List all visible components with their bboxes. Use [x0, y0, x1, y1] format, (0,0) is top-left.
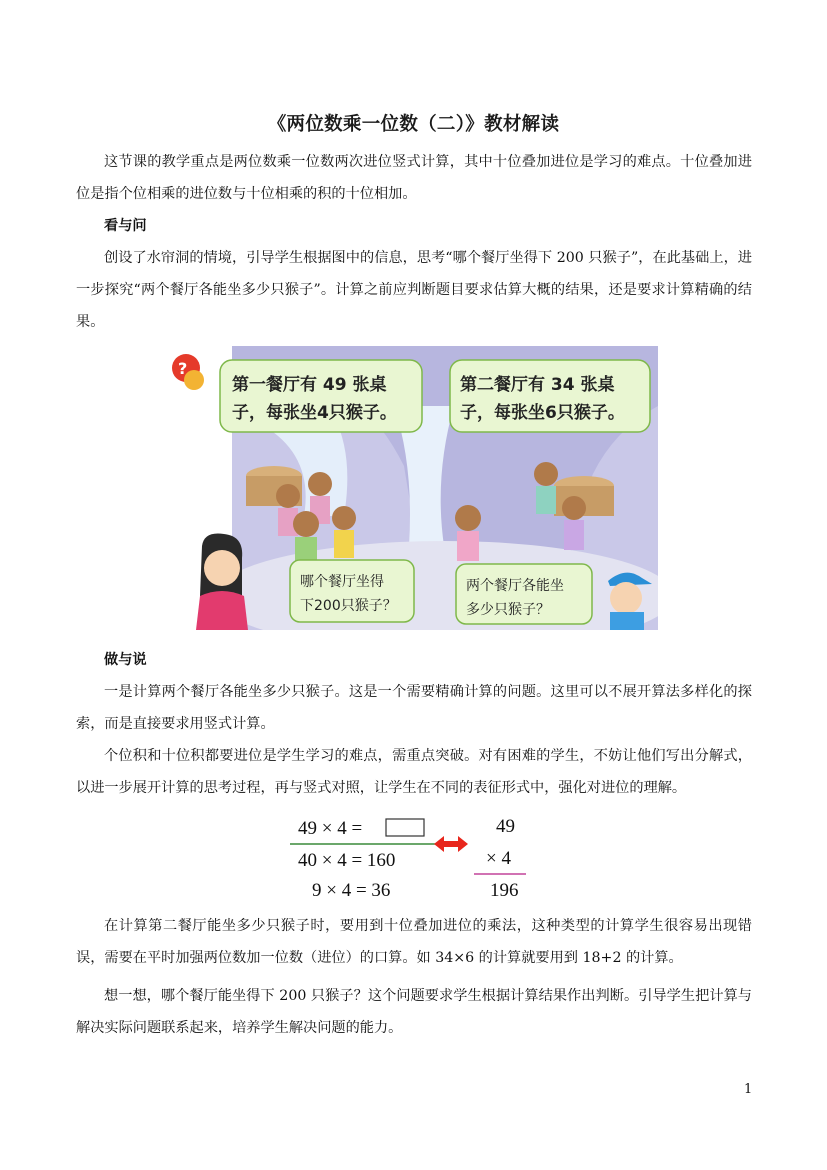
- speech-bubble-girl: [290, 560, 414, 622]
- speech-bubble-restaurant-2: [450, 360, 650, 432]
- vertical-multiplicand: 49: [496, 816, 515, 837]
- girl-character-icon: [196, 534, 248, 631]
- svg-text:?: ?: [178, 359, 188, 378]
- girl-bubble-line-2: 下200只猴子？: [300, 598, 397, 614]
- bubble-1-line-2: 子，每张坐4只猴子。: [232, 403, 397, 423]
- math-line-2: 40 × 4 = 160: [298, 850, 396, 871]
- speech-bubble-restaurant-1: [220, 360, 422, 432]
- math-line-3: 9 × 4 = 36: [312, 880, 391, 901]
- vertical-result: 196: [490, 880, 519, 901]
- multiplication-figure: [276, 812, 546, 906]
- girl-bubble-line-1: 哪个餐厅坐得: [300, 574, 384, 590]
- restaurant-illustration: [164, 346, 658, 630]
- do-say-paragraph-2: 个位积和十位积都要进位是学生学习的难点，需重点突破。对有困难的学生，不妨让他们写出分解式，以进一步展开计算的思考过程，再与竖式对照，让学生在不同的表征形式中，强化对进位的理解。: [76, 748, 752, 796]
- math-line-1: 49 × 4 =: [298, 818, 363, 839]
- section-heading-look-ask: 看与问: [104, 218, 147, 234]
- do-say-paragraph-4: 想一想，哪个餐厅能坐得下 200 只猴子？这个问题要求学生根据计算结果作出判断。引导学生把计算与解决实际问题联系起来，培养学生解决问题的能力。: [76, 988, 752, 1036]
- answer-box: [386, 819, 424, 836]
- bubble-2-line-1: 第二餐厅有 34 张桌: [460, 375, 615, 395]
- double-arrow-icon: [434, 836, 468, 852]
- page-number: 1: [744, 1082, 753, 1097]
- boy-bubble-line-1: 两个餐厅各能坐: [466, 578, 564, 594]
- intro-paragraph: 这节课的教学重点是两位数乘一位数两次进位竖式计算，其中十位叠加进位是学习的难点。十位叠加进位是指个位相乘的进位数与十位相乘的积的十位相加。: [76, 154, 752, 202]
- look-ask-paragraph: 创设了水帘洞的情境，引导学生根据图中的信息，思考“哪个餐厅坐得下 200 只猴子”，在此基础上，进一步探究“两个餐厅各能坐多少只猴子”。计算之前应判断题目要求估算大概的结果，还是要求计算精确的结果。: [76, 250, 752, 330]
- boy-bubble-line-2: 多少只猴子？: [466, 602, 550, 618]
- speech-bubble-boy: [456, 564, 592, 624]
- document-title: 《两位数乘一位数（二）》教材解读: [267, 114, 560, 135]
- mascot-icon: [172, 354, 204, 390]
- bubble-1-line-1: 第一餐厅有 49 张桌: [232, 375, 387, 395]
- section-heading-do-say: 做与说: [104, 652, 147, 668]
- bubble-2-line-2: 子，每张坐6只猴子。: [460, 403, 625, 423]
- do-say-paragraph-1: 一是计算两个餐厅各能坐多少只猴子。这是一个需要精确计算的问题。这里可以不展开算法多样化的探索，而是直接要求用竖式计算。: [76, 684, 752, 732]
- vertical-multiplier: × 4: [486, 848, 511, 869]
- do-say-paragraph-3: 在计算第二餐厅能坐多少只猴子时，要用到十位叠加进位的乘法，这种类型的计算学生很容易出现错误，需要在平时加强两位数加一位数（进位）的口算。如 34×6 的计算就要用到 18+2 的计算。: [76, 918, 752, 966]
